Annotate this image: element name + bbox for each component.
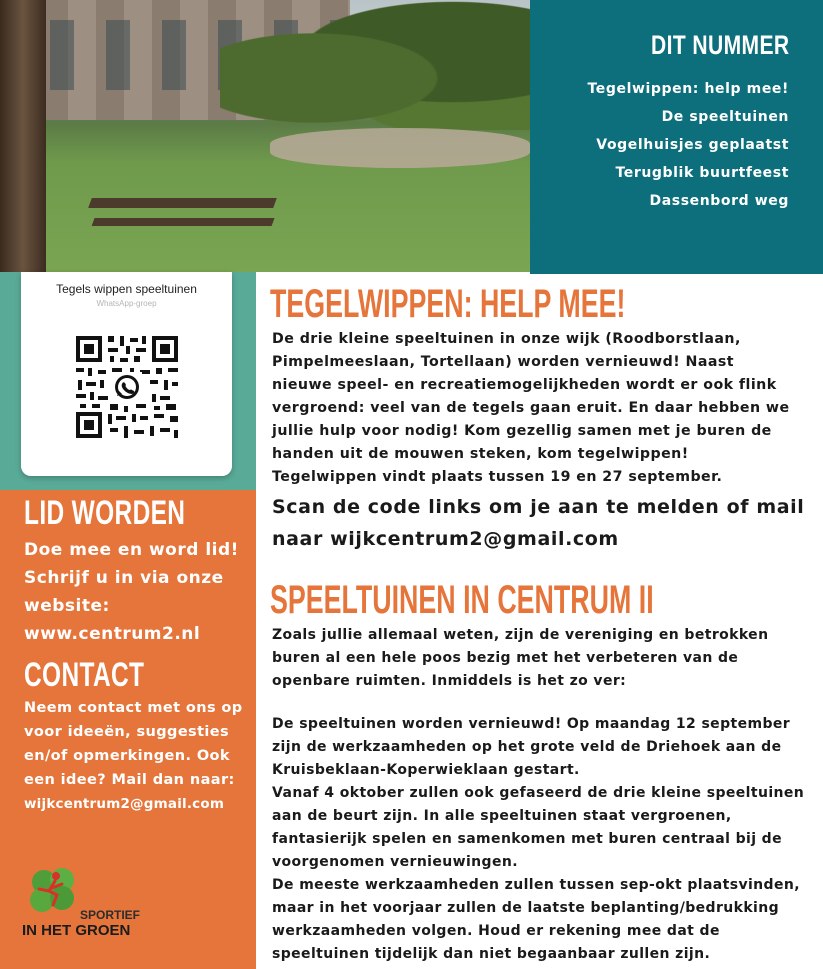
qr-group-title: Tegels wippen speeltuinen <box>56 282 197 296</box>
contents-item: De speeltuinen <box>661 109 789 125</box>
contents-item: Vogelhuisjes geplaatst <box>596 137 789 153</box>
qr-group-subtitle: WhatsApp-groep <box>96 299 157 308</box>
contents-box <box>530 0 823 274</box>
article-speeltuinen-body <box>272 713 807 966</box>
article-speeltuinen-paragraph: De meeste werkzaamheden zullen tussen sep-okt plaatsvinden, maar in het voorjaar zullen de laatste beplanting/bedrukking werkzaamheden volgen. Houd er rekening mee dat de speeltuinen tijdelijk dan niet begaanbaar zullen zijn. <box>272 877 800 962</box>
qr-code[interactable] <box>74 334 180 440</box>
article-speeltuinen-paragraph: Vanaf 4 oktober zullen ook gefaseerd de drie kleine speeltuinen aan de beurt zijn. In alle speeltuinen staat vergroenen, fantasierijk spelen en samenkomen met buren centraal bij de voorgenomen vernieuwingen. <box>272 785 805 870</box>
contact-title: CONTACT <box>24 656 145 694</box>
article-tegelwippen-body: De drie kleine speeltuinen in onze wijk (Roodborstlaan, Pimpelmeeslaan, Tortellaan) worden vernieuwd! Naast nieuwe speel- en recreatiemogelijkheden wordt er ook flink vergroend: veel van de tegels gaan eruit. En daar hebben we jullie hulp voor nodig! Kom gezellig samen met je buren de handen uit de mouwen steken, kom tegelwippen! Tegelwippen vindt plaats tussen 19 en 27 september. <box>272 331 790 485</box>
paved-area <box>270 128 530 168</box>
qr-card <box>21 272 232 476</box>
qr-panel <box>0 272 256 490</box>
contents-item: Terugblik buurtfeest <box>615 165 789 181</box>
contents-list <box>587 78 789 218</box>
playground-photo <box>0 0 530 272</box>
lid-worden-text: Doe mee en word lid! Schrijf u in via onze website: www.centrum2.nl <box>24 540 239 644</box>
article-speeltuinen-intro: Zoals jullie allemaal weten, zijn de vereniging en betrokken buren al een hele poos bezig met het verbeteren van de openbare ruimten. Inmiddels is het zo ver: <box>272 627 769 689</box>
contact-body: Neem contact met ons op voor ideeën, suggesties en/of opmerkingen. Ook een idee? Mail dan naar: <box>24 700 243 788</box>
logo-line-2: IN HET GROEN <box>22 922 131 939</box>
contact-email-link[interactable]: wijkcentrum2@gmail.com <box>24 796 225 812</box>
article-tegelwippen-title: TEGELWIPPEN: HELP MEE! <box>270 282 626 326</box>
contact-text <box>24 696 249 816</box>
contents-title: DIT NUMMER <box>650 30 789 60</box>
contents-item: Dassenbord weg <box>649 193 789 209</box>
tree-trunk <box>0 0 46 272</box>
orange-sidebar <box>0 490 256 969</box>
trees-background <box>220 0 530 130</box>
logo-line-1: SPORTIEF <box>80 908 141 922</box>
contents-item: Tegelwippen: help mee! <box>587 81 789 97</box>
sportief-in-het-groen-logo <box>22 866 152 952</box>
picnic-table <box>88 198 277 208</box>
article-speeltuinen-paragraph: De speeltuinen worden vernieuwd! Op maandag 12 september zijn de werkzaamheden op het grote veld de Driehoek aan de Kruisbeklaan-Koperwieklaan gestart. <box>272 716 791 778</box>
article-speeltuinen-title: SPEELTUINEN IN CENTRUM II <box>270 578 654 622</box>
article-tegelwippen-cta: Scan de code links om je aan te melden of mail naar wijkcentrum2@gmail.com <box>272 496 805 550</box>
lid-worden-title: LID WORDEN <box>24 494 186 532</box>
